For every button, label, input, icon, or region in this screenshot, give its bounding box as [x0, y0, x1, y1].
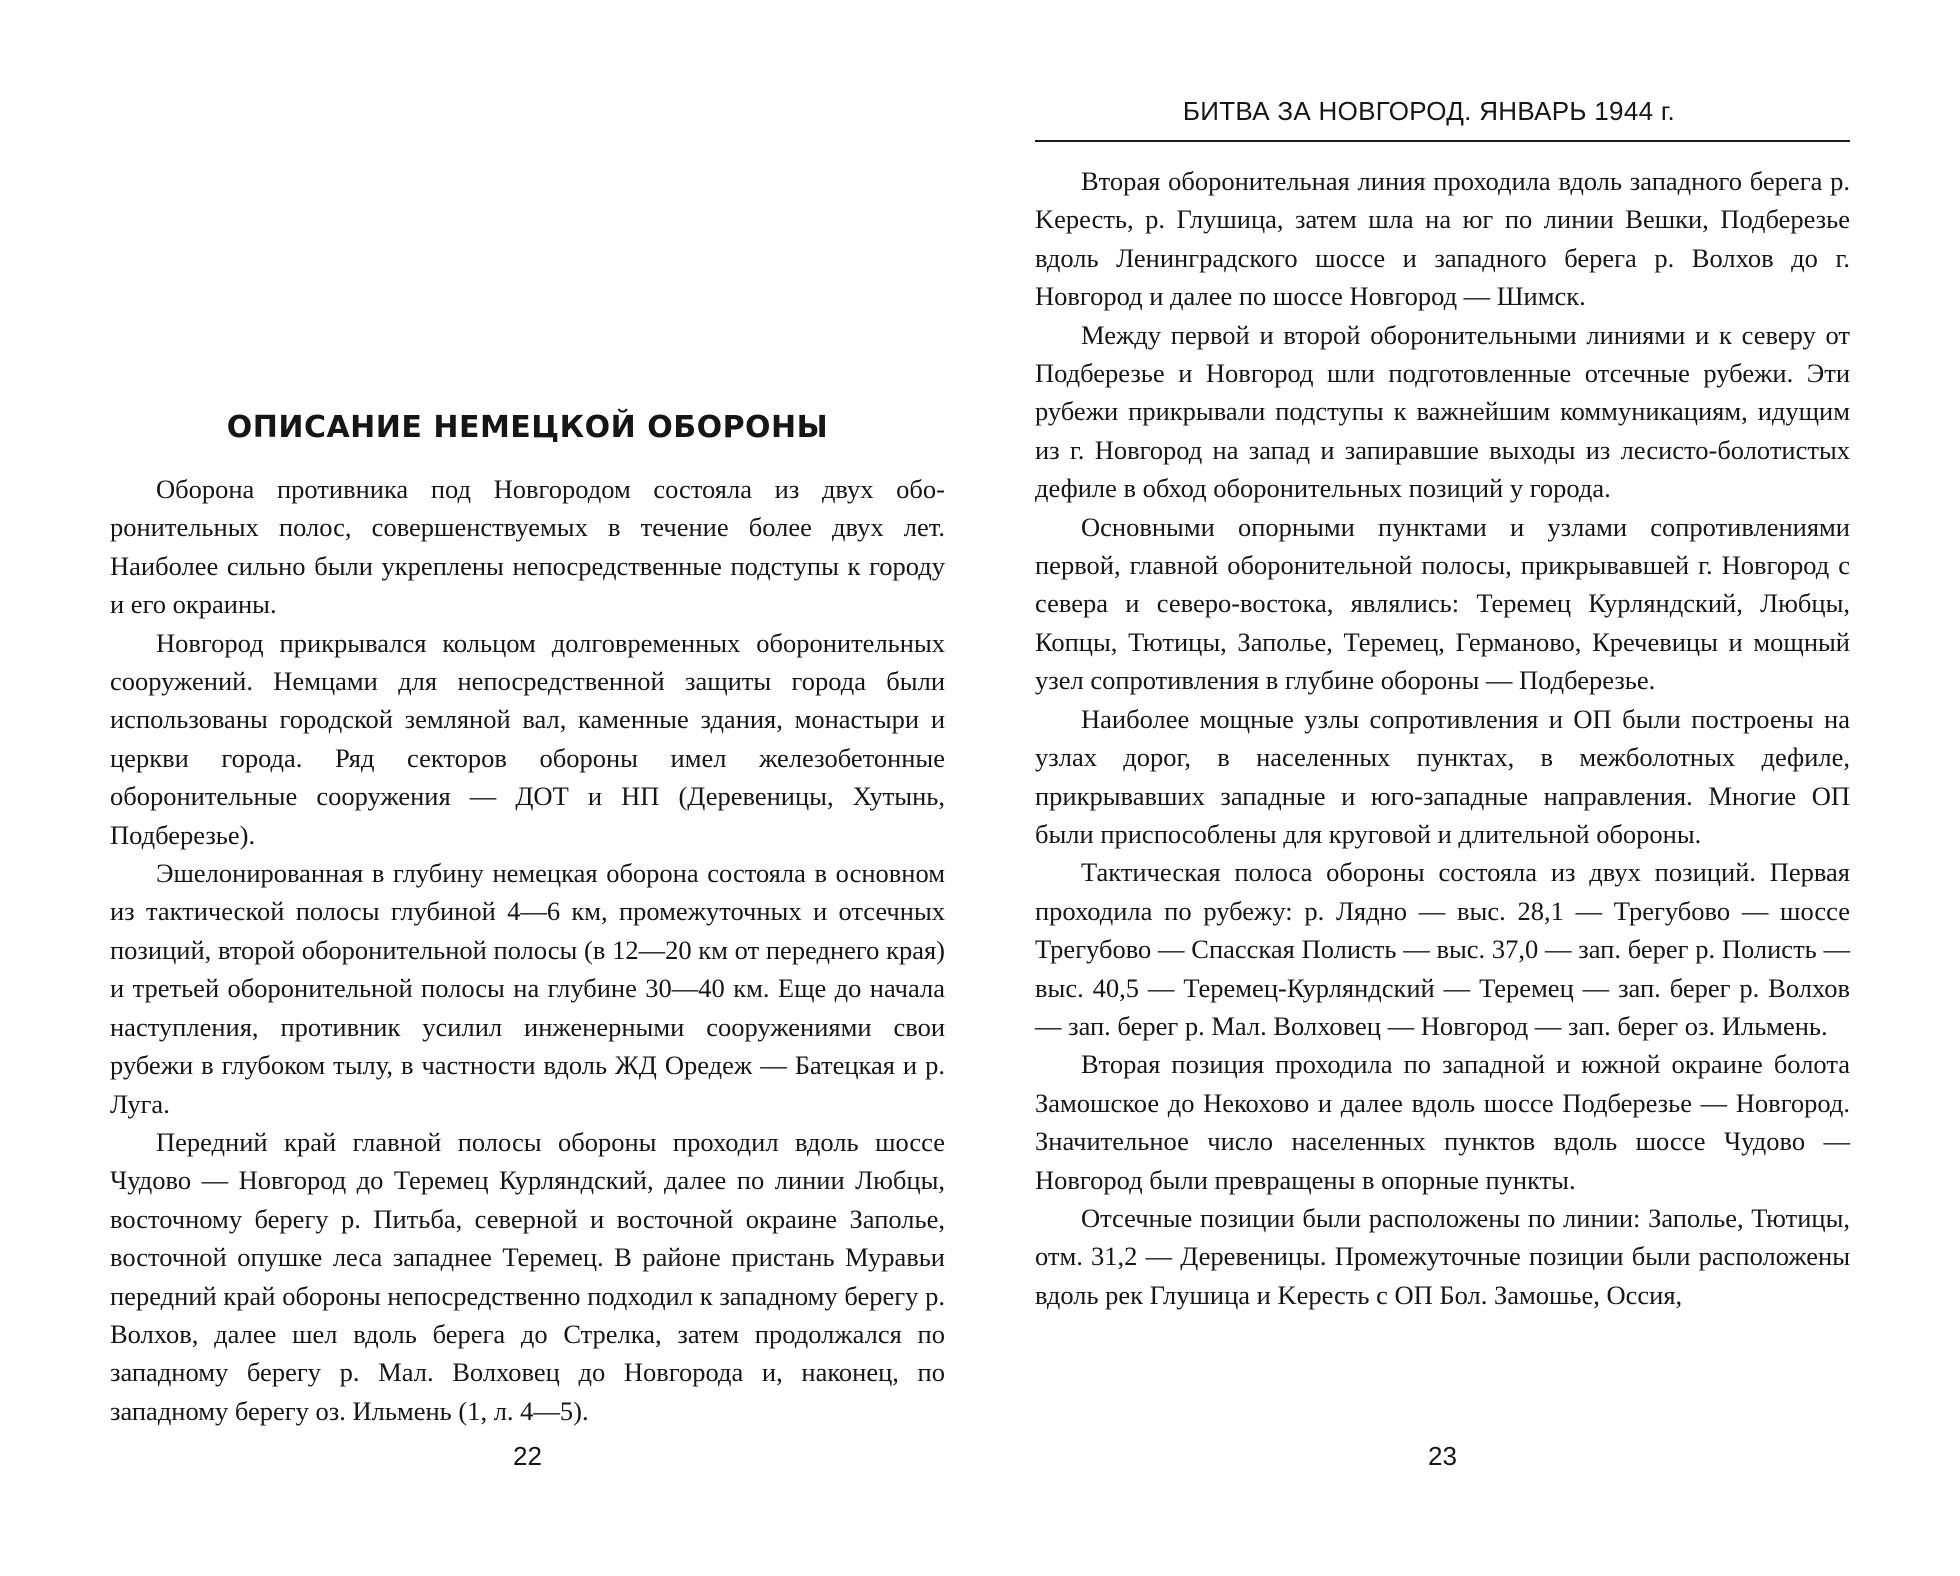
paragraph: Передний край главной полосы обороны проходил вдоль шоссе Чудово — Новгород до Теремец Курляндский, далее по линии Любцы, восточному берегу р. Питьба, северной и восточной окраине Заполье, восточной опушке леса западнее Теремец. В районе пристань Муравьи передний край обороны непосредственно подходил к западному берегу р. Волхов, далее шел вдоль берега до Стрелка, затем продолжался по западному берегу р. Мал. Волховец до Новгорода и, наконец, по западному берегу оз. Ильмень (1, л. 4—5).: [110, 1126, 945, 1426]
paragraph: Вторая позиция проходила по западной и южной окраине болота Замошское до Некохово и далее вдоль шоссе Подберезье — Новгород. Значительное число населенных пунктов вдоль шоссе Чудово — Новгород были превращены в опорные пункты.: [1035, 1049, 1850, 1195]
paragraph: Тактическая полоса обороны состояла из двух позиций. Первая проходила по рубежу: р. Лядно — выс. 28,1 — Трегубово — шоссе Трегубово — Спасская Полисть — выс. 37,0 — зап. берег р. Полисть — выс. 40,5 — Теремец-Курляндский — Теремец — зап. берег р. Волхов — зап. берег р. Мал. Волховец — Новгород — зап. берег оз. Ильмень.: [1035, 857, 1850, 1041]
paragraph: Новгород прикрывался кольцом долговременных оборонительных сооружений. Немцами для непосредственной защиты города были использованы городской земляной вал, каменные здания, монастыри и церкви города. Ряд секторов обороны имел железобетонные оборонительные сооружения — ДОТ и НП (Деревеницы, Хутынь, Подберезье).: [110, 627, 945, 850]
paragraph: Между первой и второй оборонительными линиями и к северу от Подберезье и Новгород шли подготовленные отсечные рубежи. Эти рубежи прикрывали подступы к важнейшим коммуникациям, идущим из г. Новгород на запад и запиравшие выходы из лесисто-болотистых дефиле в обход оборонительных позиций у города.: [1035, 319, 1850, 504]
paragraph: Оборона противника под Новгородом состояла из двух оборонительных полос, совершенствуемых в течение более двух лет. Наиболее сильно были укреплены непосредственные подступы к городу и его окраины.: [110, 474, 945, 620]
left-body-text: [110, 470, 945, 1430]
page-number: 23: [1428, 1441, 1457, 1471]
chapter-title: ОПИСАНИЕ НЕМЕЦКОЙ ОБОРОНЫ: [226, 410, 829, 445]
paragraph: Отсечные позиции были расположены по линии: Заполье, Тютицы, отм. 31,2 — Деревеницы. Промежуточные позиции были расположены вдоль рек Глушица и Kересть с ОП Бол. Замошье, Оссия,: [1035, 1202, 1850, 1310]
right-body-text: [1035, 162, 1850, 1314]
paragraph: Вторая оборонительная линия проходила вдоль западного берега р. Keресть, р. Глушица, затем шла на юг по линии Вешки, Подберезье вдоль Ленинградского шоссе и западного берега р. Волхов до г. Новгород и далее по шоссе Новгород — Шимск.: [1035, 166, 1850, 312]
paragraph: Наиболее мощные узлы сопротивления и ОП были построены на узлах дорог, в населенных пунктах, в межболотных дефиле, прикрывавших западные и юго-западные направления. Многие ОП были приспособлены для круговой и длительной обороны.: [1035, 703, 1850, 849]
paragraph: Основными опорными пунктами и узлами сопротивлениями первой, главной оборонительной полосы, прикрывавшей г. Новгород с севера и северо-востока, являлись: Теремец Курляндский, Любцы, Копцы, Тютицы, Заполье, Теремец, Германово, Кречевицы и мощный узел сопротивления в глубине обороны — Подберезье.: [1035, 511, 1850, 696]
paragraph: Эшелонированная в глубину немецкая оборона состояла в основном из тактической полосы глубиной 4—6 км, промежуточных и отсечных позиций, второй оборонительной полосы (в 12—20 км от переднего края) и третьей оборонительной полосы на глубине 30—40 км. Еще до начала наступления, противник усилил инженерными сооружениями свои рубежи в глубоком тылу, в частности вдоль ЖД Оредеж — Батецкая и р. Луга.: [110, 858, 945, 1119]
running-head: БИТВА ЗА НОВГОРОД. ЯНВАРЬ 1944 г.: [1035, 96, 1850, 142]
page-number: 22: [513, 1441, 542, 1471]
